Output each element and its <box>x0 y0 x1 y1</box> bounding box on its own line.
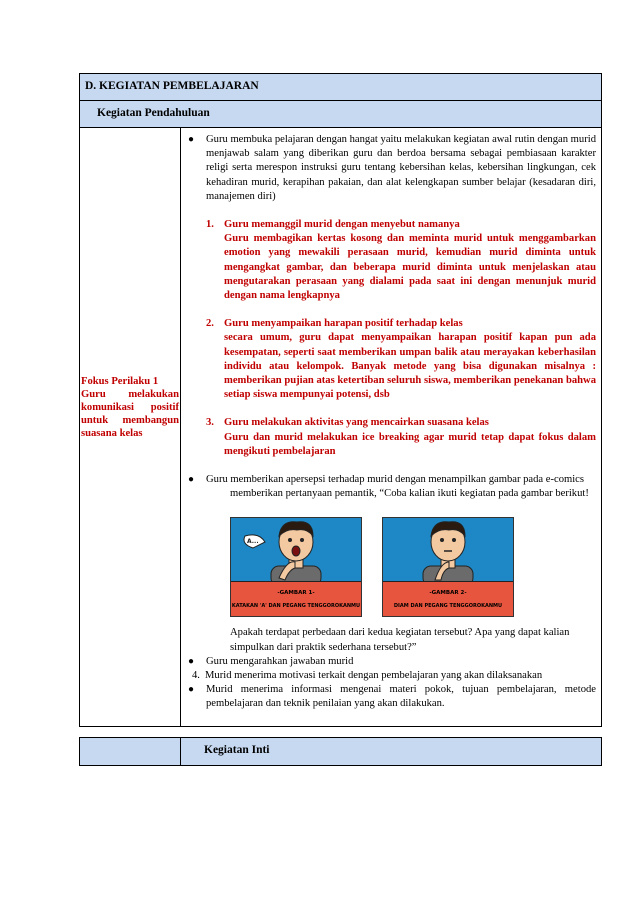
item-body: secara umum, guru dapat menyampaikan harapan positif kapan pun ada kesempatan, seperti saat memberikan umpan balik atau merayakan keberhasilan individu atau kelompok. Banyak metode yang bisa digunakan misalnya : memberikan pujian atas ketertiban seluruh siswa, memberikan penekanan bahwa setiap siswa mempunyai potensi, dsb <box>224 332 596 401</box>
bullet-item <box>181 133 596 204</box>
learning-activity-table <box>79 73 602 727</box>
item-number: 3. <box>206 417 214 429</box>
core-activity-title: Kegiatan Inti <box>204 744 270 756</box>
focus-behavior <box>80 375 180 440</box>
bullet-icon: ● <box>188 655 195 667</box>
comic-title-1: -GAMBAR 1- <box>277 590 315 597</box>
bullet-item <box>181 683 596 711</box>
comic-caption-1 <box>231 581 361 616</box>
focus-line: Guru melakukan <box>81 389 179 401</box>
bullet-item <box>181 473 596 487</box>
focus-line: Fokus Perilaku 1 <box>81 376 159 388</box>
boy-silent-illustration <box>383 518 514 584</box>
item-number: 1. <box>206 219 214 231</box>
bullet-subtext: memberikan pertanyaan pemantik, “Coba kalian ikuti kegiatan pada gambar berikut! <box>230 488 589 500</box>
item-body: Guru dan murid melakukan ice breaking agar murid tetap dapat fokus dalam mengikuti pembelajaran <box>224 431 596 457</box>
item-number: 2. <box>206 318 214 330</box>
activity-content <box>181 128 602 727</box>
bullet-text: Guru memberikan apersepsi terhadap murid dengan menampilkan gambar pada e-comics <box>206 474 584 486</box>
numbered-item <box>181 218 596 303</box>
core-activity-header <box>181 738 602 766</box>
bullet-icon: ● <box>188 134 195 145</box>
bullet-text: Guru mengarahkan jawaban murid <box>206 655 354 667</box>
subsection-title: Kegiatan Pendahuluan <box>97 107 210 119</box>
item-title: Guru menyampaikan harapan positif terhadap kelas <box>224 318 463 330</box>
focus-line: suasana kelas <box>81 428 143 440</box>
e-comic-image <box>230 517 515 617</box>
item-text: Murid menerima motivasi terkait dengan pembelajaran yang akan dilaksanakan <box>205 670 543 682</box>
boy-saying-a-illustration <box>231 518 362 584</box>
item-number: 4. <box>192 670 200 682</box>
comic-text-2: DIAM DAN PEGANG TENGGOROKANMU <box>393 602 503 609</box>
focus-line: untuk membangun <box>81 415 179 427</box>
numbered-item <box>181 317 596 402</box>
comic-panel-1 <box>230 517 362 617</box>
section-header <box>80 74 602 101</box>
bullet-text: Murid menerima informasi mengenai materi pokok, tujuan pembelajaran, metode pembelajaran dan teknik penilaian yang akan dilakukan. <box>206 684 596 710</box>
item-title: Guru melakukan aktivitas yang mencairkan suasana kelas <box>224 417 489 429</box>
comic-text-1: KATAKAN 'A' DAN PEGANG TENGGOROKANMU <box>231 602 361 609</box>
focus-line: komunikasi positif <box>81 402 179 414</box>
item-body: Guru membagikan kertas kosong dan meminta murid untuk menggambarkan emotion yang mewakili perasaan murid, kemudian murid diminta untuk mengangkat gambar, dan beberapa murid diminta untuk menjelaskan atau mengutarakan perasaan yang dialami pada saat ini dengan menunjuk murid dengan nama lengkapnya <box>224 233 596 302</box>
focus-cell <box>80 128 181 727</box>
item-title: Guru memanggil murid dengan menyebut namanya <box>224 219 460 231</box>
bullet-text: Guru membuka pelajaran dengan hangat yaitu melakukan kegiatan awal rutin dengan murid menjawab salam yang diberikan guru dan berdoa bersama sebagai pembiasaan karakter religi serta merespon instruksi guru tentang kebersihan kelas, kebersihan lingkungan, cek kehadiran murid, kerapihan pakaian, dan alat kelengkapan sumber belajar (kesadaran diri, manajemen diri) <box>206 134 596 202</box>
numbered-item <box>181 416 596 459</box>
bullet-item <box>181 655 596 669</box>
section-title: D. KEGIATAN PEMBELAJARAN <box>85 80 259 92</box>
subsection-header <box>80 101 602 128</box>
comic-panel-2 <box>382 517 514 617</box>
bullet-icon: ● <box>188 684 195 696</box>
comic-question: Apakah terdapat perbedaan dari kedua kegiatan tersebut? Apa yang dapat kalian simpulkan dari praktik sederhana tersebut?” <box>230 627 570 653</box>
comic-title-2: -GAMBAR 2- <box>429 590 467 597</box>
core-activity-table <box>79 737 602 766</box>
comic-caption-2 <box>383 581 513 616</box>
numbered-item-4 <box>181 669 601 683</box>
core-activity-left-cell <box>80 738 181 766</box>
speech-bubble-text: A... <box>247 538 259 546</box>
bullet-icon: ● <box>188 474 195 486</box>
